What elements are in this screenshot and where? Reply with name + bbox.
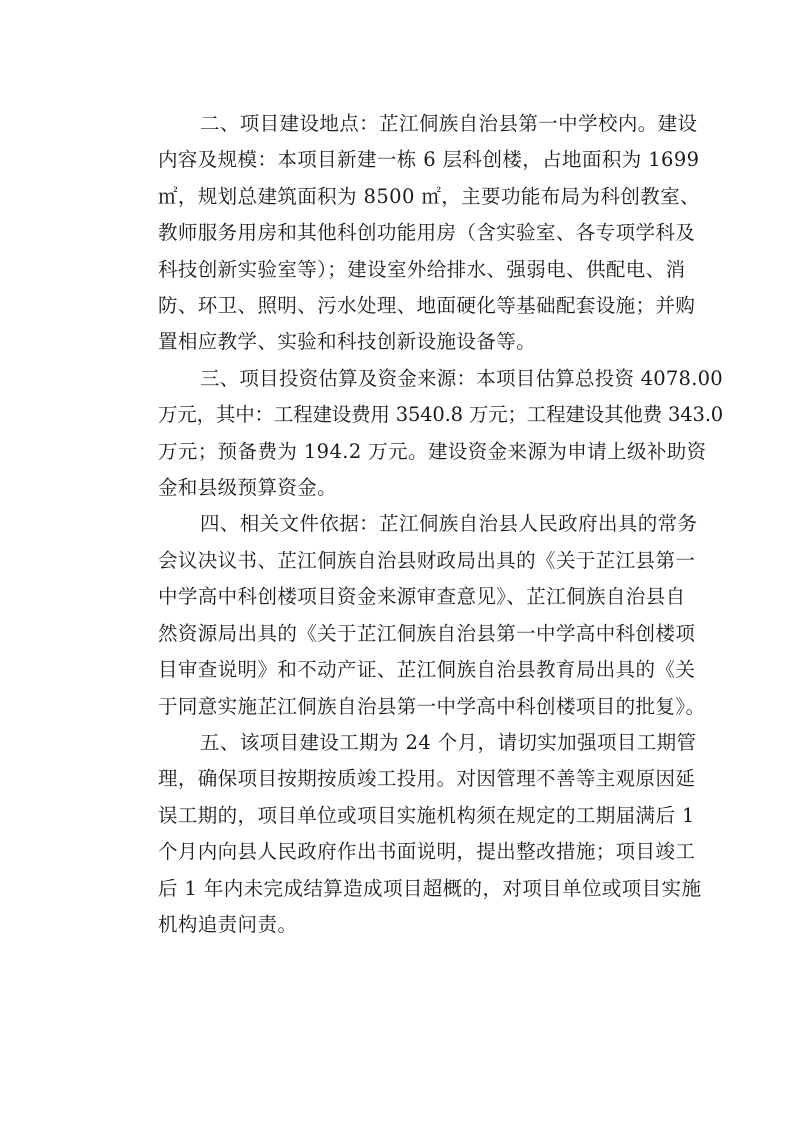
paragraph-section-3	[117, 361, 723, 507]
text-line: 置相应教学、实验和科技创新设施设备等。	[157, 330, 537, 354]
text-line: 万元，其中：工程建设费用 3540.8 万元；工程建设其他费 343.0	[157, 403, 723, 427]
text-line: 然资源局出具的《关于芷江侗族自治县第一中学高中科创楼项	[157, 621, 696, 645]
paragraph-section-2	[117, 106, 700, 361]
text-line: 中学高中科创楼项目资金来源审查意见》、芷江侗族自治县自	[157, 585, 686, 609]
text-line: 防、环卫、照明、污水处理、地面硬化等基础配套设施；并购	[157, 294, 696, 318]
text-line: 教师服务用房和其他科创功能用房（含实验室、各专项学科及	[157, 221, 696, 245]
text-line: 四、相关文件依据：芷江侗族自治县人民政府出具的常务	[199, 512, 698, 536]
text-line: 内容及规模：本项目新建一栋 6 层科创楼，占地面积为 1699	[157, 148, 700, 172]
paragraph-section-4	[117, 506, 706, 724]
text-line: 科技创新实验室等）；建设室外给排水、强弱电、供配电、消	[157, 257, 686, 281]
text-line: 理，确保项目按期按质竣工投用。对因管理不善等主观原因延	[157, 767, 696, 791]
text-line: 于同意实施芷江侗族自治县第一中学高中科创楼项目的批复》。	[157, 694, 706, 718]
paragraph-section-5	[117, 725, 702, 943]
text-line: 个月内向县人民政府作出书面说明，提出整改措施；项目竣工	[157, 840, 696, 864]
document-body	[117, 106, 723, 943]
text-line: ㎡，规划总建筑面积为 8500 ㎡，主要功能布局为科创教室、	[157, 184, 700, 208]
text-line: 三、项目投资估算及资金来源：本项目估算总投资 4078.00	[199, 366, 723, 390]
text-line: 会议决议书、芷江侗族自治县财政局出具的《关于芷江县第一	[157, 548, 696, 572]
text-line: 后 1 年内未完成结算造成项目超概的，对项目单位或项目实施	[157, 876, 702, 900]
text-line: 二、项目建设地点：芷江侗族自治县第一中学校内。建设	[199, 112, 698, 135]
text-line: 金和县级预算资金。	[157, 476, 338, 500]
text-line: 五、该项目建设工期为 24 个月，请切实加强项目工期管	[199, 730, 697, 754]
text-line: 误工期的，项目单位或项目实施机构须在规定的工期届满后 1	[157, 803, 695, 827]
text-line: 目审查说明》和不动产证、芷江侗族自治县教育局出具的《关	[157, 658, 696, 682]
text-line: 万元；预备费为 194.2 万元。建设资金来源为申请上级补助资	[157, 439, 707, 463]
text-line: 机构追责问责。	[157, 912, 298, 936]
